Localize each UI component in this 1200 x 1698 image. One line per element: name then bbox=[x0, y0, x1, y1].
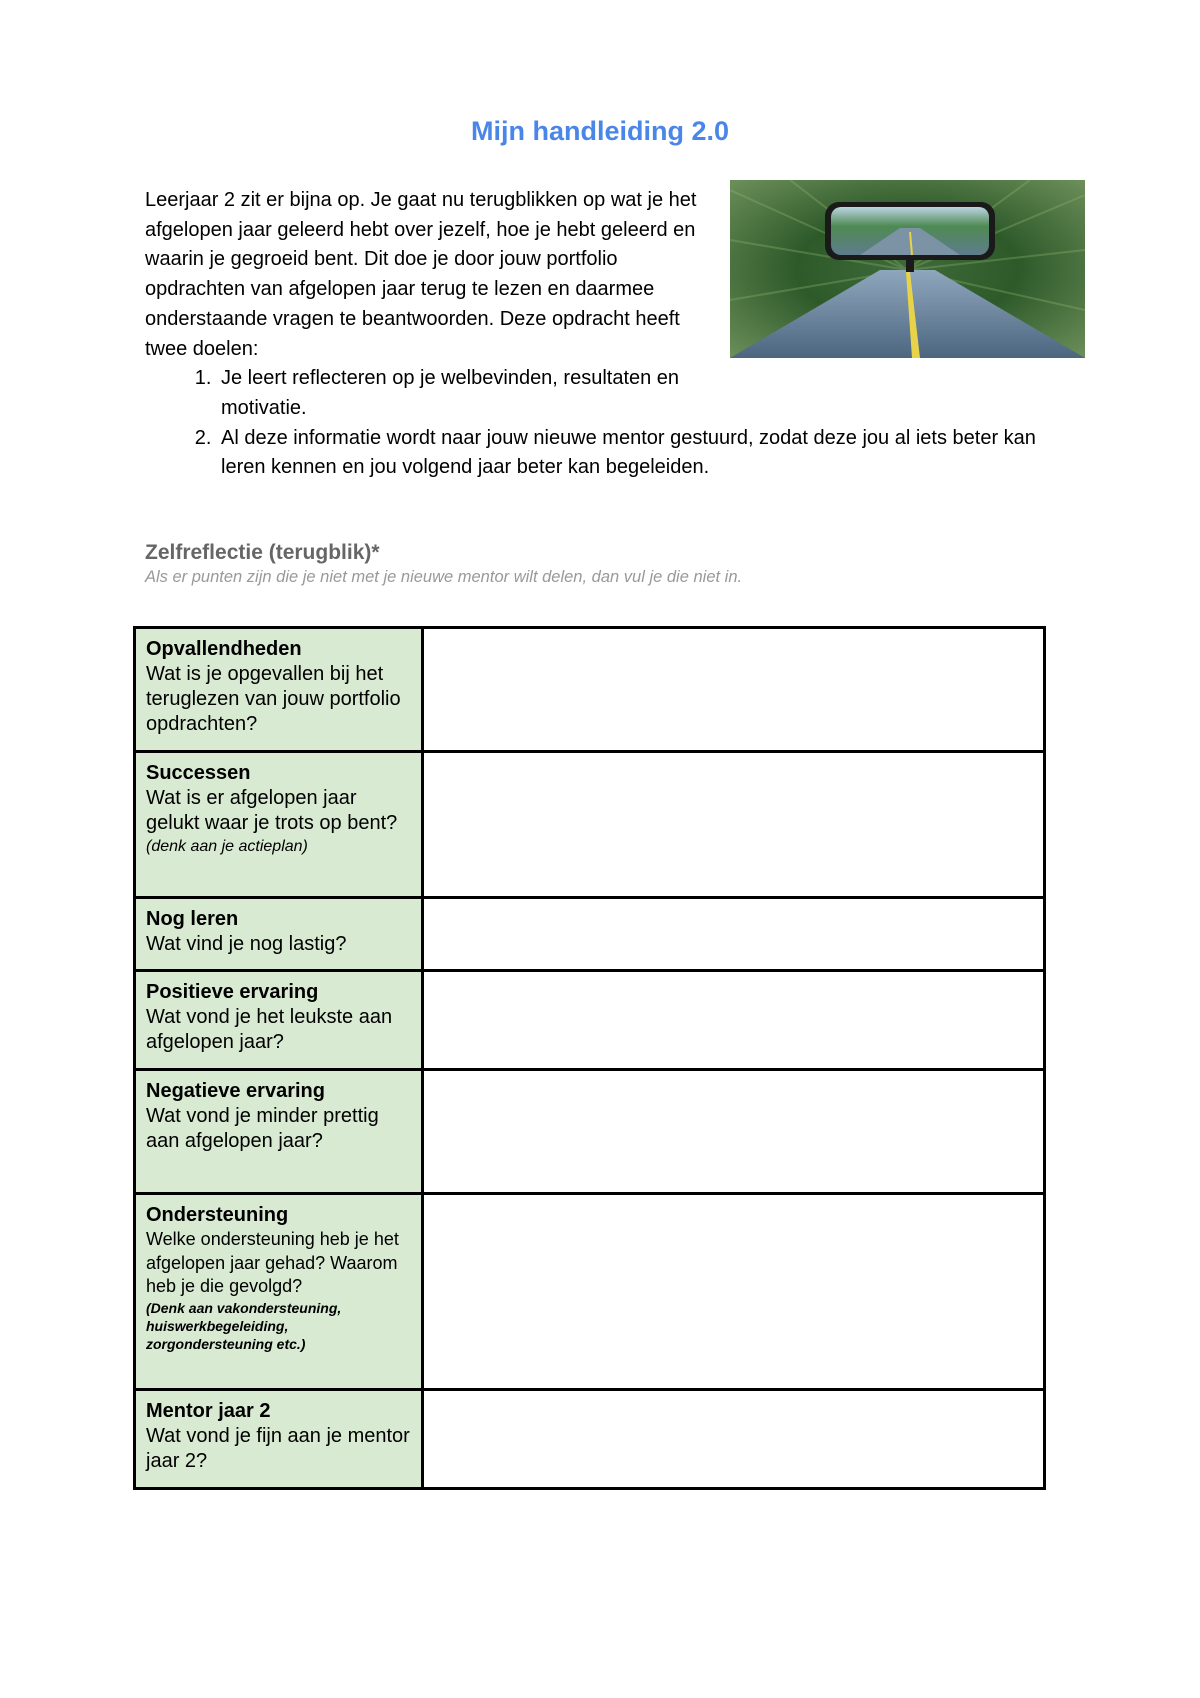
reflection-table bbox=[133, 626, 1046, 1490]
row-heading: Positieve ervaring bbox=[146, 981, 319, 1003]
row-note: (Denk aan vakondersteuning, huiswerkbegeleiding, zorgondersteuning etc.) bbox=[146, 1299, 342, 1352]
table-row bbox=[135, 1194, 1045, 1390]
table-row bbox=[135, 752, 1045, 898]
row-label bbox=[135, 1070, 423, 1194]
page-title: Mijn handleiding 2.0 bbox=[470, 116, 730, 146]
answer-cell[interactable] bbox=[423, 971, 1045, 1070]
row-question: Welke ondersteuning heb je het afgelopen jaar gehad? Waarom heb je die gevolgd? bbox=[146, 1229, 399, 1296]
row-heading: Nog leren bbox=[146, 908, 239, 930]
table-row bbox=[135, 628, 1045, 752]
row-note: (denk aan je actieplan) bbox=[146, 838, 308, 855]
row-question: Wat vind je nog lastig? bbox=[146, 933, 347, 955]
goal-item: 1. Je leert reflecteren op je welbevinden, resultaten en motivatie. bbox=[217, 364, 721, 423]
answer-cell[interactable] bbox=[423, 1390, 1045, 1489]
table-row bbox=[135, 1070, 1045, 1194]
section-title: Zelfreflectie (terugblik)* bbox=[145, 541, 380, 564]
section-note: Als er punten zijn die je niet met je nieuwe mentor wilt delen, dan vul je die niet in. bbox=[145, 568, 743, 586]
row-question: Wat vond je het leukste aan afgelopen jaar? bbox=[146, 1006, 393, 1053]
table-row bbox=[135, 971, 1045, 1070]
row-label bbox=[135, 898, 423, 971]
row-question: Wat vond je minder prettig aan afgelopen jaar? bbox=[146, 1105, 379, 1152]
row-question: Wat is er afgelopen jaar gelukt waar je trots op bent? bbox=[146, 787, 398, 834]
answer-cell[interactable] bbox=[423, 628, 1045, 752]
road-photo-icon bbox=[730, 180, 1085, 358]
row-label bbox=[135, 1194, 423, 1390]
row-question: Wat is je opgevallen bij het teruglezen van jouw portfolio opdrachten? bbox=[146, 663, 401, 735]
answer-cell[interactable] bbox=[423, 898, 1045, 971]
row-heading: Negatieve ervaring bbox=[146, 1080, 325, 1102]
row-heading: Opvallendheden bbox=[146, 638, 302, 660]
row-heading: Successen bbox=[146, 762, 251, 784]
rearview-mirror-road-photo bbox=[730, 180, 1085, 358]
table-row bbox=[135, 898, 1045, 971]
intro-paragraph: Leerjaar 2 zit er bijna op. Je gaat nu terugblikken op wat je het afgelopen jaar geleerd hebt over jezelf, hoe je hebt geleerd en waarin je gegroeid bent. Dit doe je door jouw portfolio opdrachten van afgelopen jaar terug te lezen en daarmee onderstaande vragen te beantwoorden. Deze opdracht heeft twee doelen: bbox=[145, 189, 697, 360]
answer-cell[interactable] bbox=[423, 1194, 1045, 1390]
row-label bbox=[135, 971, 423, 1070]
row-heading: Ondersteuning bbox=[146, 1204, 289, 1226]
row-heading: Mentor jaar 2 bbox=[146, 1400, 271, 1422]
row-label bbox=[135, 752, 423, 898]
row-question: Wat vond je fijn aan je mentor jaar 2? bbox=[146, 1425, 410, 1472]
answer-cell[interactable] bbox=[423, 1070, 1045, 1194]
answer-cell[interactable] bbox=[423, 752, 1045, 898]
row-label bbox=[135, 628, 423, 752]
table-row bbox=[135, 1390, 1045, 1489]
row-label bbox=[135, 1390, 423, 1489]
goals-list bbox=[145, 364, 1065, 483]
goal-item: 2. Al deze informatie wordt naar jouw nieuwe mentor gestuurd, zodat deze jou al iets beter kan leren kennen en jou volgend jaar beter kan begeleiden. bbox=[217, 424, 1065, 483]
